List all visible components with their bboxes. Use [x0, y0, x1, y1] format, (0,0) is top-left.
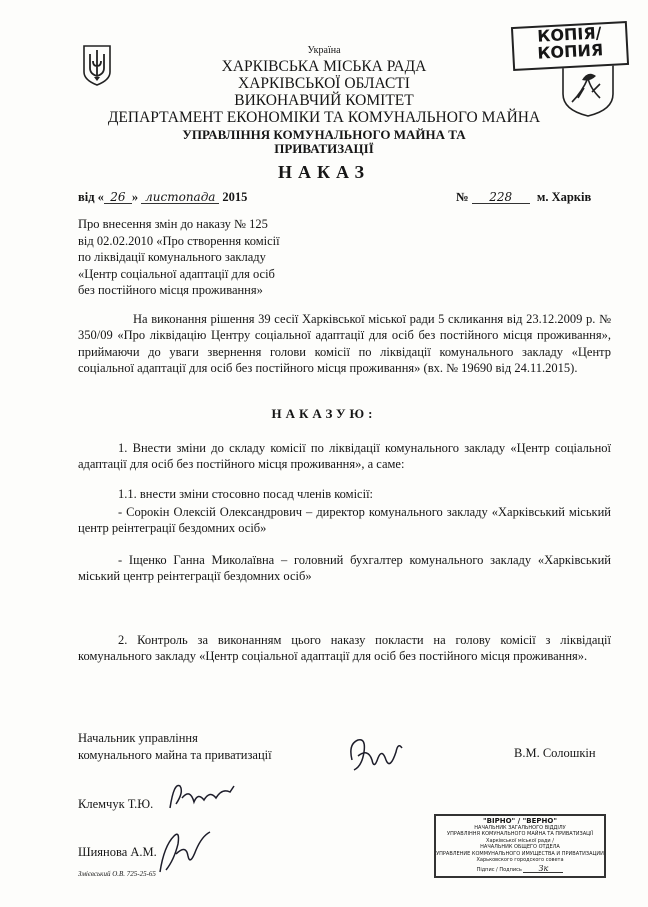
copy-stamp-line2: КОПИЯ: [536, 40, 604, 63]
approver-2-name: Шиянова А.М.: [78, 845, 157, 859]
city-name: м. Харків: [536, 190, 592, 204]
true-copy-stamp-signature-line: [436, 863, 604, 874]
number-value: 228: [472, 191, 530, 204]
true-copy-stamp-line: НАЧАЛЬНИК ЗАГАЛЬНОГО ВІДДІЛУ: [474, 824, 566, 831]
subject-line: від 02.02.2010 «Про створення комісії: [78, 233, 280, 248]
region-name: ХАРКІВСЬКОЇ ОБЛАСТІ: [238, 75, 410, 92]
true-copy-stamp-line: УПРАВЛІННЯ КОМУНАЛЬНОГО МАЙНА ТА ПРИВАТИЗАЦІЇ: [447, 831, 593, 837]
office-name-line2: ПРИВАТИЗАЦІЇ: [274, 141, 374, 156]
committee-name: ВИКОНАВЧИЙ КОМІТЕТ: [234, 92, 414, 109]
subject-line: по ліквідації комунального закладу: [78, 250, 266, 264]
signer-name: В.М. Солошкін: [514, 746, 596, 760]
true-copy-stamp: [434, 814, 606, 878]
order-subject: [78, 216, 328, 299]
date-prefix: від «: [78, 190, 104, 204]
approver-1-name: Клемчук Т.Ю.: [78, 797, 154, 811]
true-copy-stamp-line: Харківської міської ради /: [486, 837, 554, 844]
item-1-paragraph: 1. Внести зміни до складу комісії по ліквідації комунального закладу «Центр соціальної адаптації для осіб без постійного місця проживання», а саме:: [78, 441, 611, 472]
true-copy-stamp-line: НАЧАЛЬНИК ОБЩЕГО ОТДЕЛА: [480, 844, 560, 850]
true-copy-stamp-sign-prefix: Підпис / Подпись: [476, 866, 522, 873]
handwritten-signature-main: [344, 730, 406, 778]
date-day: 26: [104, 191, 132, 204]
signer-position-line1: Начальник управління: [78, 731, 198, 745]
item-2-paragraph: 2. Контроль за виконанням цього наказу покласти на голову комісії з ліквідації комунального закладу «Центр соціальної адаптації для осіб без постійного місця проживання».: [78, 633, 611, 664]
date-month: листопада: [141, 191, 219, 204]
true-copy-stamp-line: Харьковского городского совета: [476, 857, 564, 863]
office-name-line1: УПРАВЛІННЯ КОМУНАЛЬНОГО МАЙНА ТА: [182, 127, 466, 142]
handwritten-signature-approver-2: [152, 826, 222, 878]
signer-position-line2: комунального майна та приватизації: [78, 747, 272, 762]
item-1-1-paragraph: 1.1. внести зміни стосовно посад членів комісії:: [118, 487, 374, 501]
subject-line: «Центр соціальної адаптації для осіб: [78, 266, 275, 281]
true-copy-stamp-title: "ВІРНО" / "ВЕРНО": [483, 817, 557, 825]
number-prefix: №: [456, 190, 469, 204]
council-name: ХАРКІВСЬКА МІСЬКА РАДА: [221, 58, 427, 75]
date-mid: »: [131, 190, 139, 204]
copy-stamp-line1: КОПІЯ/: [536, 23, 602, 46]
true-copy-stamp-line: УПРАВЛЕНИЕ КОММУНАЛЬНОГО ИМУЩЕСТВА И ПРИВАТИЗАЦИИ: [436, 850, 604, 857]
subject-line: без постійного місця проживання»: [78, 283, 263, 297]
department-name: ДЕПАРТАМЕНТ ЕКОНОМІКИ ТА КОМУНАЛЬНОГО МАЙНА: [107, 109, 541, 126]
country-name: Україна: [307, 45, 341, 56]
decree-heading: НАКАЗУЮ:: [271, 406, 377, 421]
member-1-paragraph: - Сорокін Олексій Олександрович – директор комунального закладу «Харківський міський центр реінтеграції бездомних осіб»: [78, 505, 611, 536]
subject-line: Про внесення змін до наказу № 125: [78, 217, 268, 231]
executor-note: Змієвський О.В. 725-25-65: [78, 870, 156, 878]
preamble-paragraph: На виконання рішення 39 сесії Харківської міської ради 5 скликання від 23.12.2009 р. № 350/09 «Про ліквідацію Центру соціальної адаптації для осіб без постійного місця проживання», приймаючи до уваги звернення голови комісії по ліквідації комунального закладу «Центр соціальної адаптації для осіб без постійного місця проживання» (вх. № 19690 від 24.11.2015).: [78, 312, 611, 376]
true-copy-stamp-sign: Зк: [523, 866, 563, 874]
signer-position: [78, 730, 272, 763]
document-type: НАКАЗ: [277, 162, 371, 182]
date-year: 2015: [222, 190, 248, 204]
order-number: [456, 190, 591, 205]
handwritten-signature-approver-1: [160, 778, 240, 816]
order-date: [78, 190, 247, 205]
member-2-paragraph: - Іщенко Ганна Миколаївна – головний бухгалтер комунального закладу «Харківський міський центр реінтеграції бездомних осіб»: [78, 553, 611, 584]
